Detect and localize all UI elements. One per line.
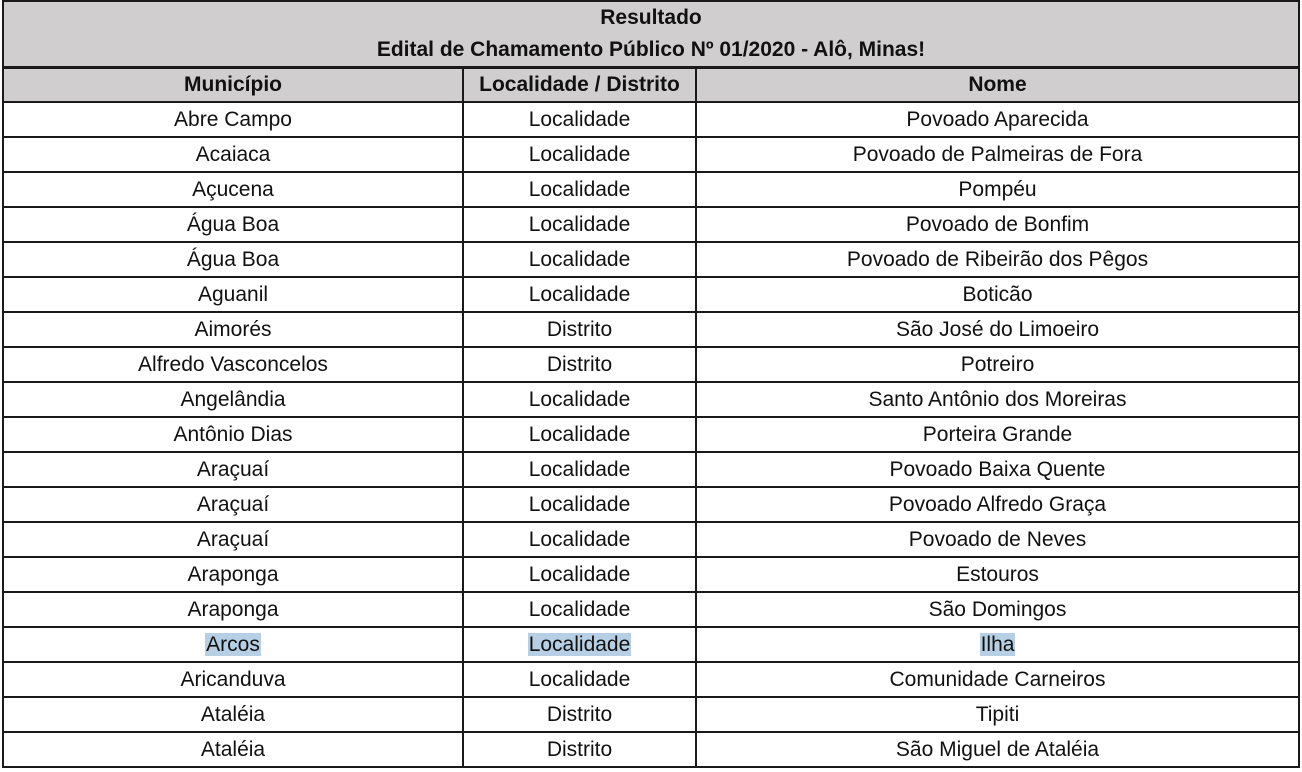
table-row: [3, 312, 1299, 347]
cell-nome-text: Povoado de Bonfim: [905, 212, 1090, 236]
cell-tipo-text: Localidade: [528, 422, 631, 446]
cell-municipio[interactable]: [3, 452, 463, 487]
cell-tipo-text: Localidade: [528, 107, 631, 131]
cell-tipo[interactable]: [463, 557, 696, 592]
cell-nome-text: Tipiti: [975, 702, 1020, 726]
table-row: [3, 592, 1299, 627]
cell-municipio[interactable]: [3, 102, 463, 137]
cell-nome-text: Porteira Grande: [922, 422, 1073, 446]
table-row: [3, 102, 1299, 137]
cell-tipo-text: Localidade: [528, 247, 631, 271]
table-row: [3, 277, 1299, 312]
table-row: [3, 172, 1299, 207]
cell-nome-text: Povoado Aparecida: [906, 107, 1089, 131]
cell-municipio[interactable]: [3, 382, 463, 417]
title-cell[interactable]: [3, 1, 1299, 68]
cell-nome[interactable]: [696, 207, 1299, 242]
cell-municipio-text: Água Boa: [186, 247, 280, 271]
table-row: [3, 557, 1299, 592]
cell-nome[interactable]: [696, 697, 1299, 732]
table-row: [3, 207, 1299, 242]
column-header-row: [3, 68, 1299, 103]
cell-municipio-text: Angelândia: [180, 387, 286, 411]
cell-nome-text: Povoado de Neves: [908, 527, 1087, 551]
table-row: [3, 662, 1299, 697]
cell-nome[interactable]: [696, 487, 1299, 522]
cell-tipo-text: Distrito: [546, 702, 613, 726]
cell-municipio-text: Arcos: [206, 632, 260, 656]
cell-tipo[interactable]: [463, 207, 696, 242]
column-header-municipio[interactable]: Município: [3, 68, 463, 103]
cell-municipio-text: Araçuaí: [196, 527, 270, 551]
cell-municipio[interactable]: [3, 662, 463, 697]
cell-municipio[interactable]: [3, 592, 463, 627]
title-result: Resultado: [600, 6, 702, 29]
cell-tipo[interactable]: [463, 592, 696, 627]
cell-municipio-text: Açucena: [192, 177, 274, 201]
cell-municipio[interactable]: [3, 347, 463, 382]
cell-tipo[interactable]: [463, 382, 696, 417]
cell-municipio[interactable]: [3, 207, 463, 242]
cell-tipo-text: Distrito: [546, 737, 613, 761]
cell-tipo[interactable]: [463, 277, 696, 312]
cell-nome[interactable]: [696, 522, 1299, 557]
cell-tipo[interactable]: [463, 172, 696, 207]
cell-nome-text: Povoado de Ribeirão dos Pêgos: [846, 247, 1149, 271]
cell-municipio[interactable]: [3, 417, 463, 452]
table-row: [3, 697, 1299, 732]
cell-nome-text: Povoado Alfredo Graça: [888, 492, 1107, 516]
cell-nome[interactable]: [696, 417, 1299, 452]
cell-tipo-text: Localidade: [528, 177, 631, 201]
cell-nome[interactable]: [696, 312, 1299, 347]
cell-municipio[interactable]: [3, 277, 463, 312]
cell-municipio[interactable]: [3, 557, 463, 592]
cell-municipio[interactable]: [3, 697, 463, 732]
cell-tipo-text: Localidade: [528, 212, 631, 236]
cell-tipo-text: Localidade: [528, 387, 631, 411]
cell-tipo-text: Localidade: [528, 632, 631, 656]
cell-nome-text: Potreiro: [960, 352, 1035, 376]
table-row: [3, 347, 1299, 382]
cell-tipo-text: Localidade: [528, 492, 631, 516]
cell-tipo[interactable]: [463, 312, 696, 347]
cell-tipo-text: Distrito: [546, 352, 613, 376]
cell-municipio[interactable]: [3, 242, 463, 277]
cell-nome-text: Comunidade Carneiros: [889, 667, 1106, 691]
cell-nome[interactable]: [696, 662, 1299, 697]
cell-tipo[interactable]: [463, 242, 696, 277]
cell-municipio-text: Ataléia: [200, 737, 266, 761]
cell-tipo-text: Localidade: [528, 457, 631, 481]
cell-municipio-text: Alfredo Vasconcelos: [138, 352, 328, 376]
cell-nome[interactable]: [696, 172, 1299, 207]
cell-tipo-text: Localidade: [528, 527, 631, 551]
column-header-nome[interactable]: Nome: [696, 68, 1299, 103]
table-row: [3, 522, 1299, 557]
cell-municipio[interactable]: [3, 627, 463, 662]
table-row: [3, 452, 1299, 487]
title-edital: Edital de Chamamento Público Nº 01/2020 - Alô, Minas!: [376, 38, 926, 61]
cell-tipo[interactable]: [463, 697, 696, 732]
table-row: [3, 417, 1299, 452]
cell-municipio-text: Araponga: [187, 597, 279, 621]
cell-tipo[interactable]: [463, 662, 696, 697]
cell-nome-text: Povoado Baixa Quente: [889, 457, 1106, 481]
title-row: [3, 1, 1299, 68]
cell-nome-text: Estouros: [956, 562, 1039, 586]
table-row: [3, 732, 1299, 767]
cell-municipio[interactable]: [3, 732, 463, 767]
cell-municipio-text: Água Boa: [186, 212, 280, 236]
cell-nome-text: Santo Antônio dos Moreiras: [868, 387, 1127, 411]
cell-tipo[interactable]: [463, 487, 696, 522]
table-row: [3, 137, 1299, 172]
cell-tipo[interactable]: [463, 417, 696, 452]
cell-municipio-text: Ataléia: [200, 702, 266, 726]
cell-tipo[interactable]: [463, 522, 696, 557]
cell-municipio-text: Aguanil: [197, 282, 269, 306]
cell-nome[interactable]: [696, 592, 1299, 627]
cell-tipo[interactable]: [463, 347, 696, 382]
table-row: [3, 382, 1299, 417]
cell-nome[interactable]: [696, 452, 1299, 487]
cell-municipio[interactable]: [3, 487, 463, 522]
cell-tipo-text: Localidade: [528, 667, 631, 691]
cell-municipio[interactable]: [3, 312, 463, 347]
cell-tipo[interactable]: [463, 102, 696, 137]
cell-nome[interactable]: [696, 347, 1299, 382]
cell-nome[interactable]: [696, 242, 1299, 277]
cell-nome-text: São Miguel de Ataléia: [895, 737, 1100, 761]
table-body: [3, 102, 1299, 767]
cell-nome-text: Pompéu: [958, 177, 1037, 201]
cell-municipio[interactable]: [3, 522, 463, 557]
cell-tipo-text: Localidade: [528, 562, 631, 586]
cell-municipio-text: Araponga: [187, 562, 279, 586]
table-row: [3, 242, 1299, 277]
cell-nome[interactable]: [696, 557, 1299, 592]
table-row: [3, 487, 1299, 522]
cell-tipo[interactable]: [463, 627, 696, 662]
cell-municipio[interactable]: [3, 137, 463, 172]
cell-nome[interactable]: [696, 732, 1299, 767]
cell-nome[interactable]: [696, 627, 1299, 662]
cell-tipo-text: Localidade: [528, 142, 631, 166]
cell-nome[interactable]: [696, 137, 1299, 172]
cell-tipo-text: Distrito: [546, 317, 613, 341]
cell-nome[interactable]: [696, 277, 1299, 312]
cell-nome-text: Boticão: [962, 282, 1033, 306]
cell-municipio-text: Antônio Dias: [173, 422, 293, 446]
cell-tipo-text: Localidade: [528, 282, 631, 306]
cell-municipio-text: Araçuaí: [196, 492, 270, 516]
cell-municipio-text: Abre Campo: [174, 107, 292, 131]
cell-nome-text: São Domingos: [928, 597, 1067, 621]
results-table: [2, 0, 1300, 768]
table-row: [3, 627, 1299, 662]
cell-tipo[interactable]: [463, 137, 696, 172]
cell-nome[interactable]: [696, 102, 1299, 137]
cell-municipio[interactable]: [3, 172, 463, 207]
cell-nome-text: Ilha: [980, 632, 1015, 656]
cell-nome-text: Povoado de Palmeiras de Fora: [852, 142, 1143, 166]
cell-municipio-text: Araçuaí: [196, 457, 270, 481]
cell-nome[interactable]: [696, 382, 1299, 417]
cell-nome-text: São José do Limoeiro: [895, 317, 1100, 341]
cell-tipo[interactable]: [463, 732, 696, 767]
column-header-tipo[interactable]: Localidade / Distrito: [463, 68, 696, 103]
cell-municipio-text: Acaiaca: [195, 142, 271, 166]
cell-municipio-text: Aricanduva: [180, 667, 286, 691]
cell-municipio-text: Aimorés: [194, 317, 272, 341]
cell-tipo[interactable]: [463, 452, 696, 487]
cell-tipo-text: Localidade: [528, 597, 631, 621]
